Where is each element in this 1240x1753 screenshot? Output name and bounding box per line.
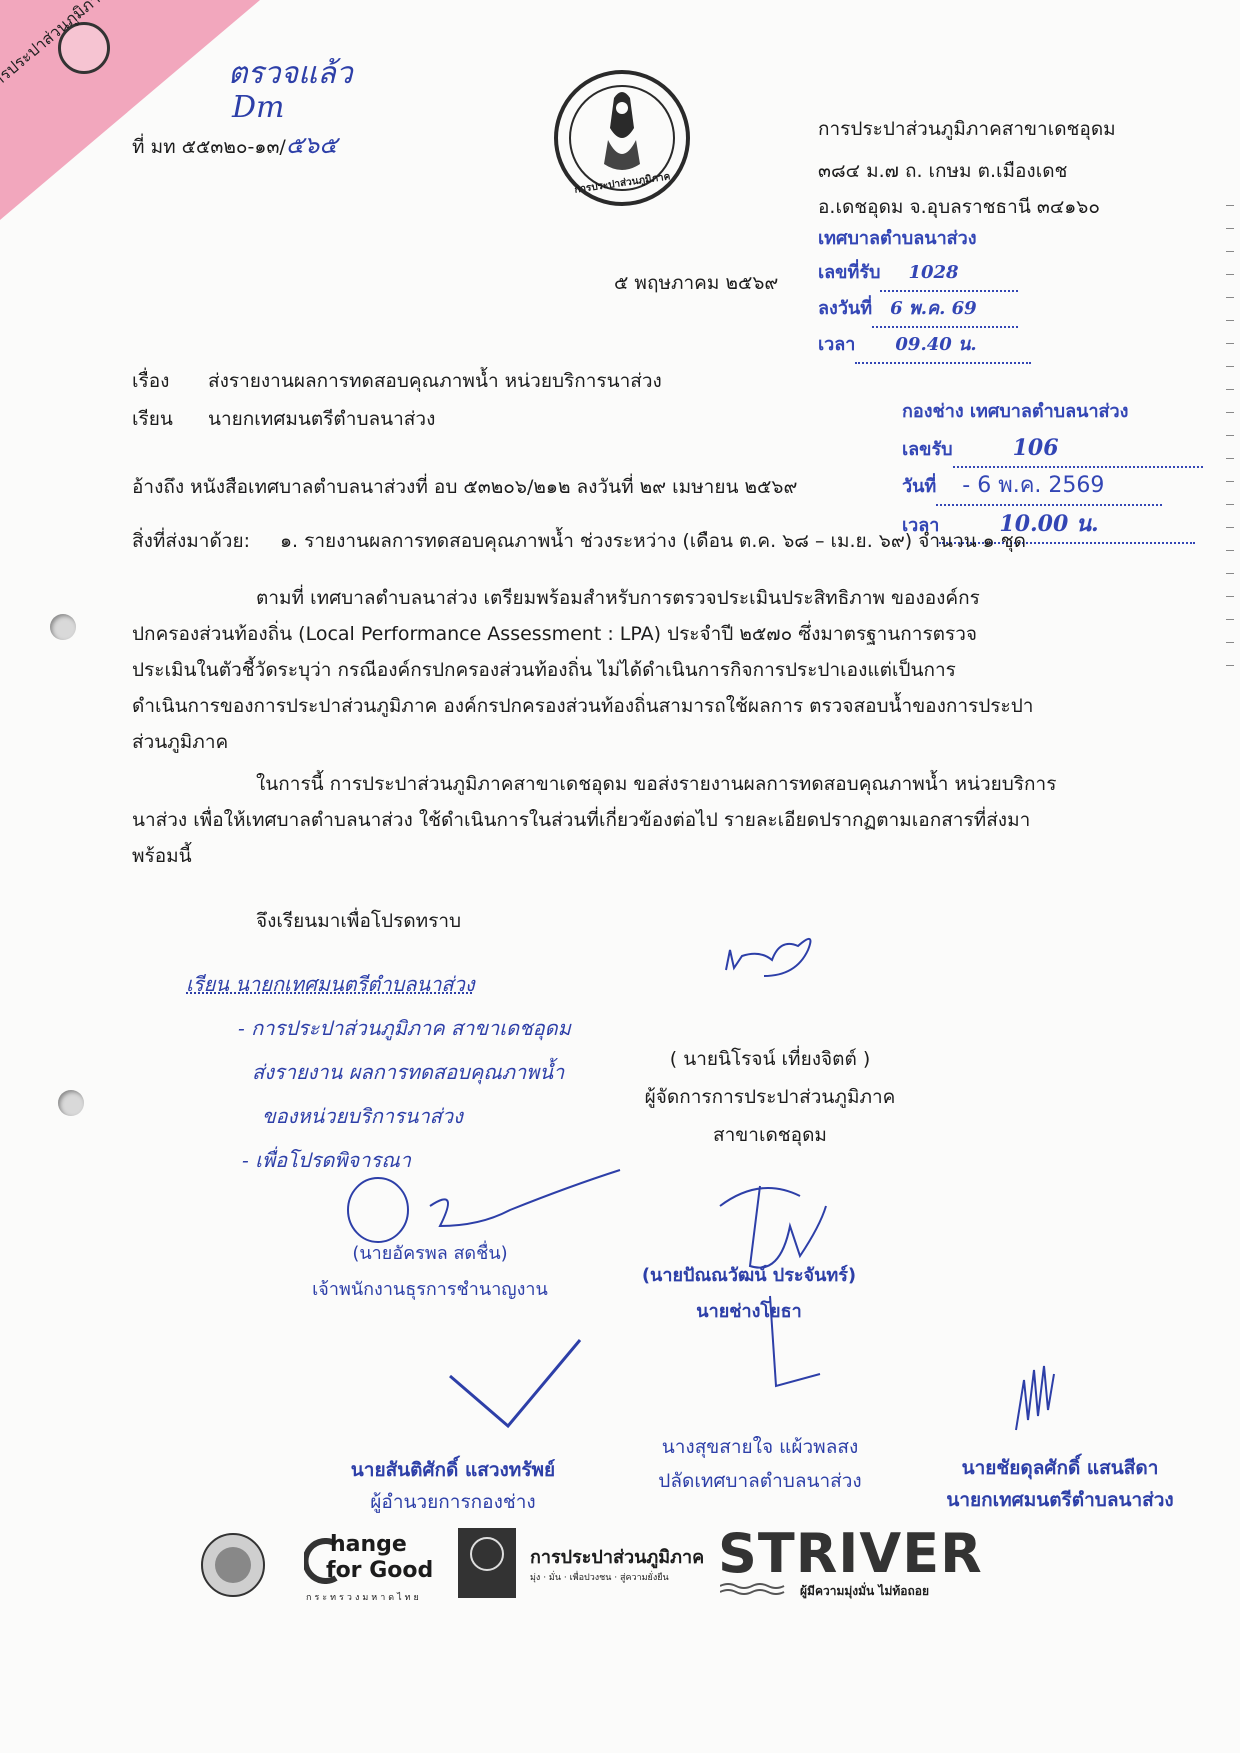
receipt-stamp-2-date-label: วันที่ — [902, 476, 937, 497]
sender-address-line3: อ.เดชอุดม จ.อุบลราชธานี ๓๔๑๖๐ — [818, 196, 1100, 218]
signatory-mayor — [930, 1452, 1190, 1516]
letter-date: ๕ พฤษภาคม ๒๕๖๙ — [614, 272, 779, 294]
signatory-main-title2: สาขาเดชอุดม — [713, 1124, 827, 1146]
handwritten-note-line: - การประปาส่วนภูมิภาค สาขาเดชอุดม — [238, 1016, 571, 1040]
body-p1-line: ปกครองส่วนท้องถิ่น (Local Performance Assessment : LPA) ประจำปี ๒๕๗๐ ซึ่งมาตรฐานการตรวจ — [132, 623, 978, 645]
enclosure-line — [132, 528, 1026, 554]
body-paragraph-1 — [132, 580, 1116, 760]
receipt-stamp-2-time-label: เวลา — [902, 515, 940, 536]
recipient-text: นายกเทศมนตรีตำบลนาส่วง — [208, 408, 436, 430]
receipt-stamp-1-date-value: 6 พ.ค. 69 — [872, 292, 1018, 328]
signatory-clerk-title: เจ้าพนักงานธุรการชำนาญงาน — [312, 1279, 548, 1300]
striver-wordmark: STRIVER — [718, 1522, 983, 1585]
sender-address-line2: ๓๘๔ ม.๗ ถ. เกษม ต.เมืองเดช — [818, 160, 1068, 182]
receipt-stamp-2-no-value: 106 — [953, 430, 1203, 468]
doc-number-handwritten: ๕๖๕ — [285, 131, 338, 159]
signatory-clerk — [290, 1236, 570, 1308]
subject-label: เรื่อง — [132, 370, 170, 392]
pwa-logo-box — [458, 1528, 516, 1598]
doc-number — [132, 132, 337, 160]
signatory-director-title: ผู้อำนวยการกองช่าง — [370, 1491, 536, 1513]
recipient-line — [132, 406, 435, 432]
striver-wave-icon — [720, 1582, 790, 1596]
receipt-stamp-engineering — [902, 394, 1203, 544]
director-checkmark-signature — [440, 1336, 590, 1436]
receipt-stamp-1-time-label: เวลา — [818, 334, 856, 355]
striver-subtitle: ผู้มีความมุ่งมั่น ไม่ท้อถอย — [800, 1584, 929, 1598]
subject-text: ส่งรายงานผลการทดสอบคุณภาพน้ำ หน่วยบริการนาส่วง — [208, 370, 662, 392]
seal-caption: การประปาส่วนภูมิภาค — [573, 171, 672, 196]
handwritten-note-line: - เพื่อโปรดพิจารณา — [242, 1148, 411, 1172]
mayor-signature-scribble — [1010, 1360, 1070, 1440]
pwa-box-emblem-icon — [458, 1528, 516, 1578]
recipient-label: เรียน — [132, 408, 173, 430]
signatory-deputy-name: นางสุขสายใจ แผ้วพลสง — [661, 1436, 859, 1458]
footer-logos — [200, 1522, 1020, 1618]
change-for-good-subtitle: กระทรวงมหาดไทย — [306, 1593, 422, 1603]
body-p2-line: ในการนี้ การประปาส่วนภูมิภาคสาขาเดชอุดม ขอส่งรายงานผลการทดสอบคุณภาพน้ำ หน่วยบริการ — [256, 773, 1057, 795]
signatory-mayor-name: นายชัยดุลศักดิ์ แสนสีดา — [961, 1457, 1159, 1479]
doc-number-prefix: ที่ มท ๕๕๓๒๐-๑๓/ — [132, 136, 286, 158]
receipt-stamp-municipality — [818, 222, 1031, 364]
handwritten-note-line: ของหน่วยบริการนาส่วง — [262, 1104, 463, 1128]
handwritten-note — [186, 962, 571, 1182]
pink-corner-tag — [0, 0, 270, 220]
signatory-main-name: ( นายนิโรจน์ เที่ยงจิตต์ ) — [669, 1048, 871, 1070]
signatory-engineer-name: (นายปัณณวัฒน์ ประจันทร์) — [641, 1265, 857, 1286]
pwa-seal-logo — [552, 68, 692, 212]
receipt-stamp-1-no-label: เลขที่รับ — [818, 262, 881, 283]
signatory-deputy — [620, 1430, 900, 1498]
enclosure-text: ๑. รายงานผลการทดสอบคุณภาพน้ำ ช่วงระหว่าง (เดือน ต.ค. ๖๘ – เม.ย. ๖๙) จำนวน ๑ ชุด — [280, 530, 1027, 552]
reference-line: อ้างถึง หนังสือเทศบาลตำบลนาส่วงที่ อบ ๕๓๒๐๖/๒๑๒ ลงวันที่ ๒๙ เมษายน ๒๕๖๙ — [132, 476, 798, 498]
pwa-slogan: มุ่ง · มั่น · เพื่อปวงชน · สู่ความยั่งยืน — [530, 1573, 669, 1583]
signatory-main-title1: ผู้จัดการการประปาส่วนภูมิภาค — [644, 1086, 896, 1108]
receipt-stamp-2-time-value: 10.00 น. — [939, 506, 1195, 544]
signatory-mayor-title: นายกเทศมนตรีตำบลนาส่วง — [946, 1489, 1174, 1511]
handwritten-initial-2: Dm — [232, 90, 285, 125]
pwa-name: การประปาส่วนภูมิภาค — [530, 1547, 705, 1568]
subject-line — [132, 368, 662, 394]
receipt-stamp-1-time-value: 09.40 น. — [855, 328, 1031, 364]
receipt-stamp-1-title: เทศบาลตำบลนาส่วง — [818, 228, 977, 249]
change-for-good-line1: hange — [330, 1532, 407, 1557]
body-p1-line: ประเมินในตัวชี้วัดระบุว่า กรณีองค์กรปกครองส่วนท้องถิ่น ไม่ได้ดำเนินการกิจการประปาเองแต่เป็นการ — [132, 659, 956, 681]
signatory-engineer-title: นายช่างโยธา — [696, 1301, 802, 1322]
signatory-engineer — [604, 1258, 894, 1330]
main-signature-scribble — [720, 920, 840, 990]
body-paragraph-2 — [132, 766, 1116, 874]
receipt-stamp-1-date-label: ลงวันที่ — [818, 298, 873, 319]
handwritten-initial-1: ตรวจแล้ว — [228, 56, 353, 91]
body-p1-line: ส่วนภูมิภาค — [132, 731, 229, 753]
signatory-deputy-title: ปลัดเทศบาลตำบลนาส่วง — [658, 1470, 862, 1492]
enclosure-label: สิ่งที่ส่งมาด้วย: — [132, 530, 251, 552]
receipt-stamp-1-no-value: 1028 — [880, 256, 1018, 292]
handwritten-note-heading: เรียน นายกเทศมนตรีตำบลนาส่วง — [186, 972, 475, 996]
ministry-emblem-icon — [200, 1532, 266, 1598]
receipt-stamp-2-no-label: เลขรับ — [902, 439, 953, 460]
body-p2-line: พร้อมนี้ — [132, 845, 192, 867]
body-p1-line: ตามที่ เทศบาลตำบลนาส่วง เตรียมพร้อมสำหรับการตรวจประเมินประสิทธิภาพ ขององค์กร — [256, 587, 980, 609]
receipt-stamp-2-date-value: - 6 พ.ค. 2569 — [936, 468, 1162, 506]
handwritten-note-line: ส่งรายงาน ผลการทดสอบคุณภาพน้ำ — [252, 1060, 565, 1084]
closing-line: จึงเรียนมาเพื่อโปรดทราบ — [256, 910, 462, 932]
punch-hole-bottom — [58, 1090, 84, 1116]
signatory-director-name: นายสันติศักดิ์ แสวงทรัพย์ — [350, 1459, 556, 1481]
change-for-good-line2: for Good — [326, 1558, 434, 1583]
punch-hole-top — [50, 614, 76, 640]
receipt-stamp-2-title: กองช่าง เทศบาลตำบลนาส่วง — [902, 401, 1129, 422]
body-p1-line: ดำเนินการของการประปาส่วนภูมิภาค องค์กรปกครองส่วนท้องถิ่นสามารถใช้ผลการ ตรวจสอบน้ำของการประปา — [132, 695, 1034, 717]
body-p2-line: นาส่วง เพื่อให้เทศบาลตำบลนาส่วง ใช้ดำเนินการในส่วนที่เกี่ยวข้องต่อไป รายละเอียดปรากฏตามเอกสารที่ส่งมา — [132, 809, 1031, 831]
sender-address-line1: การประปาส่วนภูมิภาคสาขาเดชอุดม — [818, 118, 1116, 140]
signatory-main — [620, 1040, 920, 1154]
signatory-director — [318, 1454, 588, 1518]
signatory-clerk-name: (นายอัครพล สดชื่น) — [352, 1243, 508, 1264]
